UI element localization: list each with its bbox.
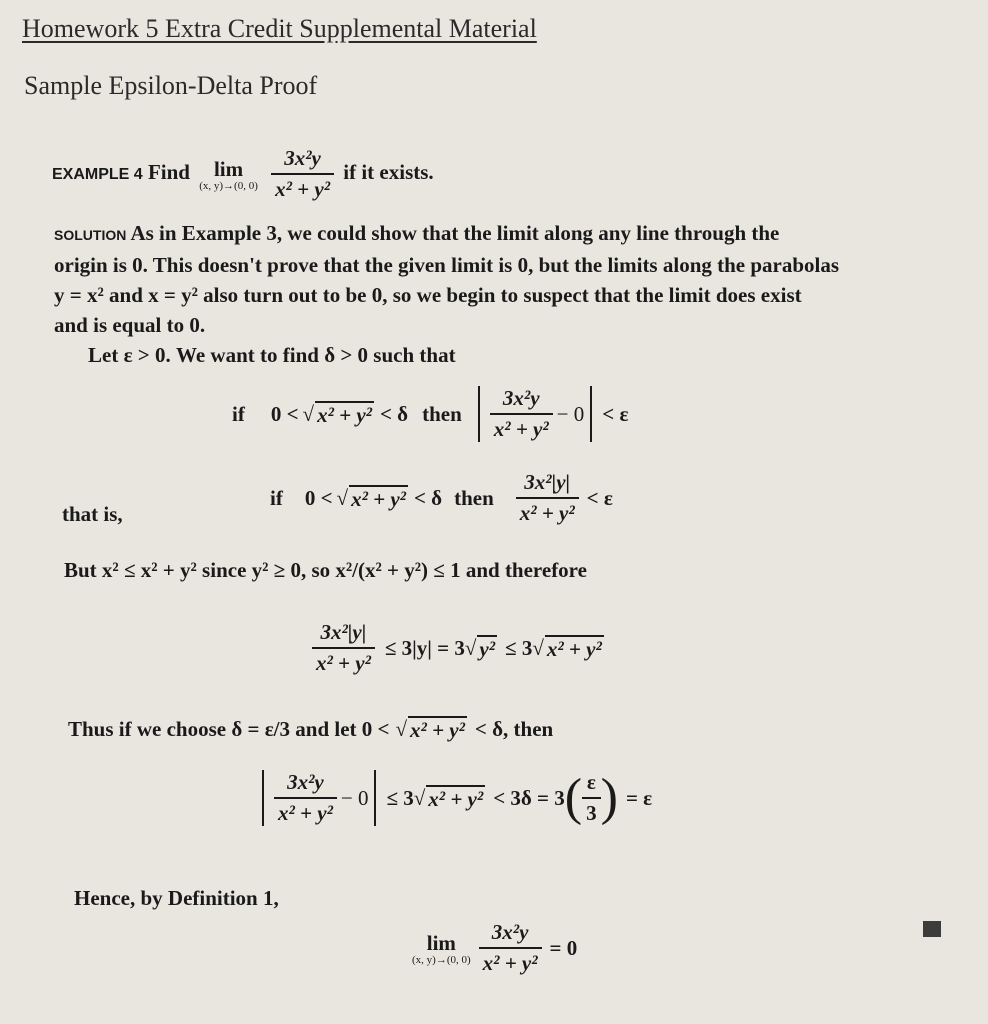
condition-left: 0 < bbox=[304, 485, 333, 510]
example-fraction bbox=[271, 146, 334, 202]
fraction-numerator: 3x²|y| bbox=[524, 470, 571, 494]
fraction-denominator: x² + y² bbox=[271, 173, 334, 202]
inequality-part: ≤ 3|y| = 3 bbox=[384, 635, 465, 660]
end-of-proof-mark bbox=[923, 921, 941, 937]
sqrt-expression: x² + y² bbox=[546, 636, 602, 661]
equation-3: $\frac{\text{3x²|y|}}{\text{x² + y²}}$ ≤ 3|y| = 3 √ y² ≤ 3 √ x² + y² bbox=[308, 620, 604, 676]
fraction-numerator: ε bbox=[586, 770, 596, 794]
equation-2: if 0 < √ x² + y² < δ then $\frac{\text{3x²|y|}}{\text{x² + y²}}$ < ε bbox=[270, 470, 613, 525]
solution-line: As in Example 3, we could show that the limit along any line through the bbox=[130, 221, 780, 245]
fraction-numerator: 3x²y bbox=[502, 386, 540, 410]
epsilon-over-three bbox=[582, 770, 601, 826]
example-label: EXAMPLE 4 bbox=[52, 165, 143, 183]
sqrt-expression: x² + y² bbox=[351, 486, 406, 511]
lim-subscript: (x, y)→(0, 0) bbox=[199, 179, 258, 192]
fraction-denominator: x² + y² bbox=[274, 797, 337, 826]
example-suffix: if it exists. bbox=[343, 159, 434, 184]
less-than-epsilon: < ε bbox=[602, 401, 629, 426]
example-statement bbox=[52, 146, 434, 202]
condition-right: < δ bbox=[379, 401, 409, 426]
condition-right: < δ bbox=[413, 485, 443, 510]
fraction-denominator: 3 bbox=[582, 797, 601, 826]
fraction-numerator: 3x²y bbox=[284, 146, 321, 170]
inequality-part: < 3δ = 3 bbox=[493, 785, 565, 810]
solution-line: origin is 0. This doesn't prove that the given limit is 0, but the limits along the parabolas bbox=[54, 253, 840, 277]
if-word: if bbox=[270, 485, 283, 510]
hence-line: Hence, by Definition 1, bbox=[74, 886, 279, 910]
equation-1: if 0 < √ x² + y² < δ then $\frac{\text{3x²y}}{\text{x² + y²}}$ − 0 < ε bbox=[232, 386, 629, 441]
sqrt-expression: x² + y² bbox=[410, 718, 465, 742]
eq1-fraction bbox=[490, 386, 553, 442]
sqrt-expression: x² + y² bbox=[317, 402, 372, 427]
example-limit bbox=[199, 157, 258, 192]
thus-text: Thus if we choose δ = ε/3 and let 0 < bbox=[68, 717, 390, 741]
example-find: Find bbox=[147, 159, 190, 184]
thus-line: Thus if we choose δ = ε/3 and let 0 < √ x² + y² < δ, then bbox=[68, 717, 554, 742]
solution-label: SOLUTION bbox=[54, 227, 127, 243]
sqrt-expression: y² bbox=[479, 636, 496, 661]
equals-zero: = 0 bbox=[549, 935, 578, 960]
eq2-fraction bbox=[516, 470, 579, 526]
final-limit bbox=[412, 931, 471, 966]
document-subtitle: Sample Epsilon-Delta Proof bbox=[24, 71, 318, 100]
then-word: then bbox=[422, 401, 462, 426]
but-line: But x² ≤ x² + y² since y² ≥ 0, so x²/(x² + y²) ≤ 1 and therefore bbox=[64, 558, 587, 582]
solution-line: y = x² and x = y² also turn out to be 0, so we begin to suspect that the limit does exist bbox=[54, 283, 802, 307]
if-word: if bbox=[232, 401, 245, 426]
absolute-value bbox=[478, 386, 592, 442]
then-word: then bbox=[454, 485, 494, 510]
document-title: Homework 5 Extra Credit Supplemental Material bbox=[22, 14, 537, 43]
equation-5 bbox=[408, 920, 577, 976]
thus-text: < δ, then bbox=[474, 717, 554, 741]
minus-zero: − 0 bbox=[340, 785, 369, 810]
that-is-label: that is, bbox=[62, 502, 123, 526]
solution-line: and is equal to 0. bbox=[54, 313, 206, 337]
equals-epsilon: = ε bbox=[625, 785, 653, 810]
inequality-part: ≤ 3 bbox=[386, 785, 414, 810]
sqrt-expression: x² + y² bbox=[428, 786, 484, 811]
minus-zero: − 0 bbox=[556, 401, 585, 426]
fraction-denominator: x² + y² bbox=[312, 647, 375, 676]
fraction-denominator: x² + y² bbox=[479, 947, 542, 976]
eq3-fraction bbox=[312, 620, 375, 676]
solution-paragraph bbox=[54, 218, 839, 370]
absolute-value bbox=[262, 770, 376, 826]
eq5-fraction bbox=[479, 920, 542, 976]
equation-4: $\frac{\text{3x²y}}{\text{x² + y²}}$ − 0 ≤ 3 √ x² + y² < 3δ = 3 ( $\frac{\varepsilon}{3}$ ) = ε bbox=[262, 770, 652, 826]
lim-word: lim bbox=[426, 930, 456, 955]
condition-left: 0 < bbox=[270, 401, 299, 426]
fraction-denominator: x² + y² bbox=[490, 413, 553, 442]
inequality-part: ≤ 3 bbox=[505, 635, 533, 660]
fraction-numerator: 3x²|y| bbox=[320, 620, 367, 644]
fraction-denominator: x² + y² bbox=[516, 497, 579, 526]
fraction-numerator: 3x²y bbox=[287, 770, 324, 794]
fraction-numerator: 3x²y bbox=[491, 920, 529, 944]
solution-line: Let ε > 0. We want to find δ > 0 such that bbox=[88, 343, 456, 367]
less-than-epsilon: < ε bbox=[586, 485, 613, 510]
lim-subscript: (x, y)→(0, 0) bbox=[412, 953, 471, 966]
lim-word: lim bbox=[213, 156, 244, 181]
eq4-fraction bbox=[274, 770, 337, 826]
